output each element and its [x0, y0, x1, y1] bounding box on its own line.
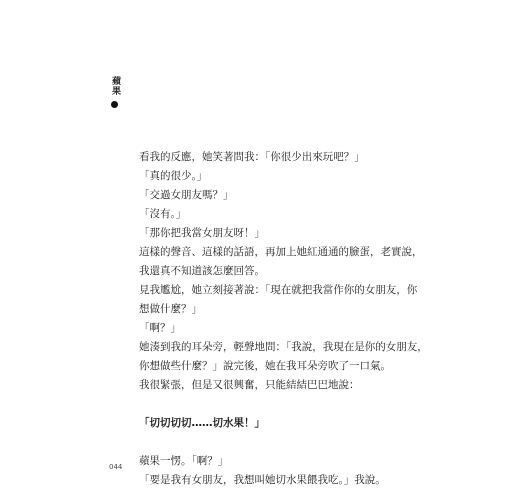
shout-line: 「切切切切……切水果！」	[139, 417, 265, 429]
running-title: 蘋果	[110, 76, 120, 96]
text-line: 「那你把我當女朋友呀！」	[139, 227, 265, 239]
text-line: 想做什麼？」	[139, 303, 202, 315]
text-line: 「啊？」	[139, 322, 181, 334]
paragraph-gap	[139, 433, 389, 452]
text-line: 你想做些什麼？」說完後，她在我耳朵旁吹了一口氣。	[139, 360, 391, 372]
text-line: 「要是我有女朋友，我想叫她切水果餵我吃。」我說。	[139, 474, 386, 486]
text-line: 她湊到我的耳朵旁，輕聲地問：「我說，我現在是你的女朋友，	[139, 341, 428, 353]
text-line: 「真的很少。」	[139, 170, 208, 182]
text-line: 「交過女朋友嗎？」	[139, 189, 234, 201]
text-line: 看我的反應，她笑著問我：「你很少出來玩吧？」	[139, 151, 365, 163]
text-line: 見我尷尬，她立刻接著說：「現在就把我當作你的女朋友，你	[139, 284, 418, 296]
body-text	[139, 148, 428, 490]
page-number: 044	[109, 463, 123, 471]
text-line: 蘋果一愣。「啊？」	[139, 455, 229, 467]
bullet-dot-icon	[111, 101, 118, 108]
paragraph-gap	[139, 395, 389, 414]
text-line: 這樣的聲音、這樣的話語，再加上她紅通通的臉蛋，老實說，	[139, 246, 423, 258]
text-line: 我很緊張，但是又很興奮，只能結結巴巴地說：	[139, 379, 360, 391]
text-line: 「沒有。」	[139, 208, 187, 220]
text-line: 我還真不知道該怎麼回答。	[139, 265, 265, 277]
